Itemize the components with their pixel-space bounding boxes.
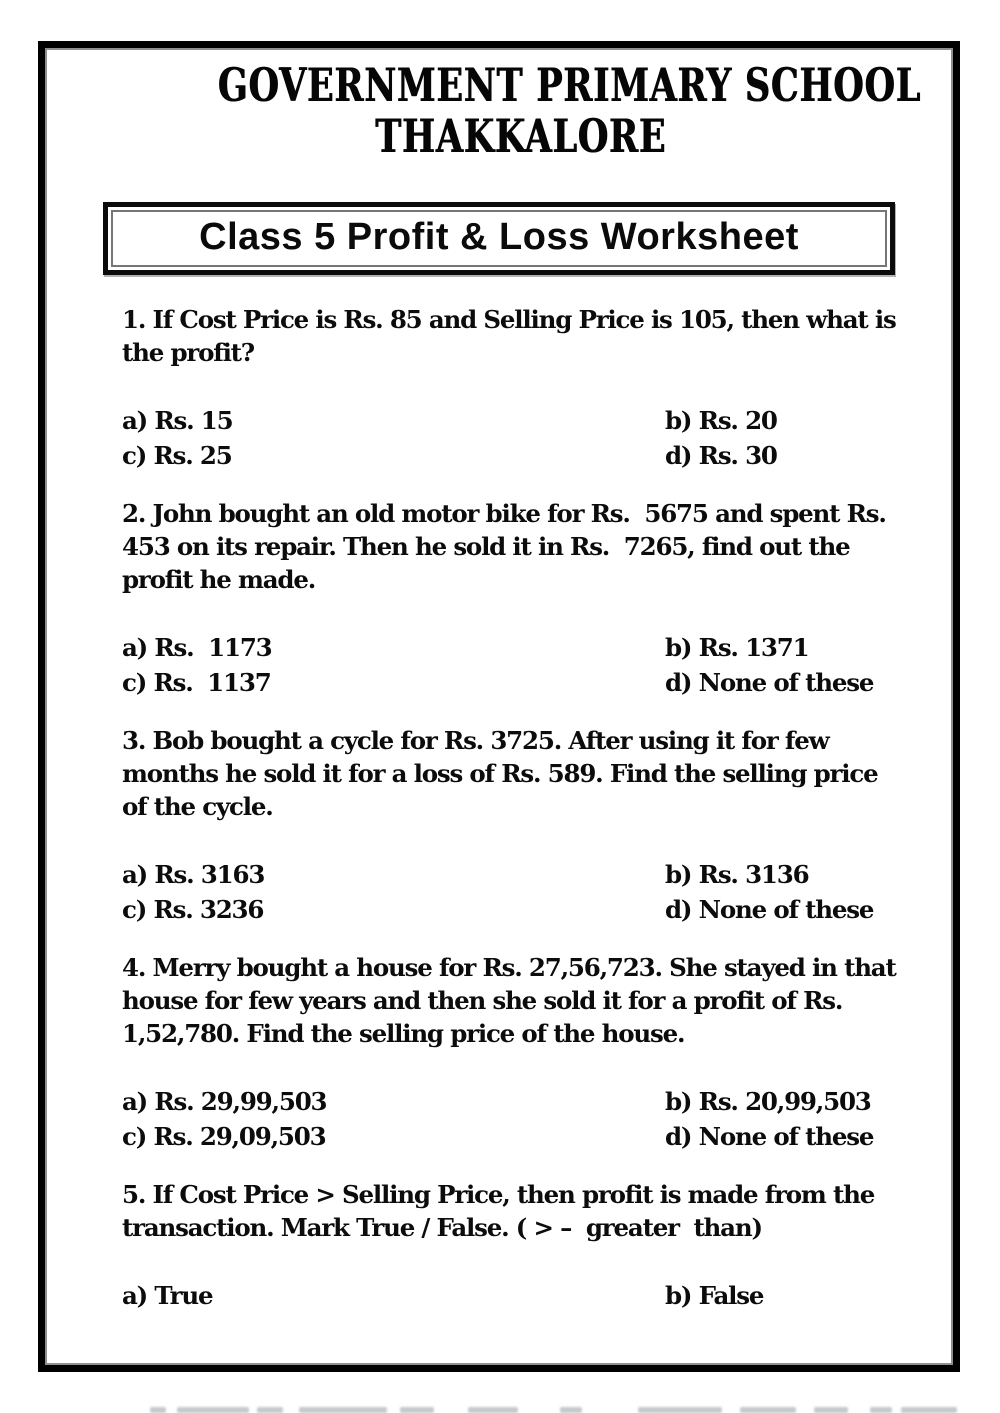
answer-option-a: a) Rs. 15 [122,406,233,435]
answer-option-c: c) Rs. 25 [122,441,232,470]
answer-option-c: c) Rs. 29,09,503 [122,1122,326,1151]
answer-option-d: d) Rs. 30 [665,441,777,470]
worksheet-title-inner-frame [111,210,887,267]
question-4-text [122,951,919,1050]
question-2-text [122,497,919,596]
cutoff-text-fragment [814,1407,848,1413]
answer-option-b: b) Rs. 20 [665,406,777,435]
question-5-options [122,1278,919,1313]
question-text-line: the profit? [122,338,254,367]
question-4 [122,951,919,1154]
question-text-line: 453 on its repair. Then he sold it in Rs. 7265, find out the [122,532,850,561]
cutoff-text-fragment [740,1407,796,1413]
cutoff-text-fragment [177,1407,249,1413]
question-text-line: of the cycle. [122,792,273,821]
question-1-text [122,303,919,369]
answer-option-a: a) True [122,1281,213,1310]
question-3 [122,724,919,927]
cutoff-text-fragment [150,1407,166,1413]
question-3-options [122,857,919,927]
question-1 [122,303,919,473]
question-text-line: profit he made. [122,565,316,594]
worksheet-page [38,41,960,1372]
answer-option-a: a) Rs. 29,99,503 [122,1087,327,1116]
question-text-line: 2. John bought an old motor bike for Rs. 5675 and spent Rs. [122,499,886,528]
question-text-line: 1,52,780. Find the selling price of the house. [122,1019,685,1048]
answer-option-d: d) None of these [665,1122,874,1151]
question-text-line: 4. Merry bought a house for Rs. 27,56,723. She stayed in that [122,953,896,982]
school-header [122,58,919,162]
question-list [122,303,919,1313]
question-text-line: 5. If Cost Price > Selling Price, then profit is made from the [122,1180,875,1209]
question-5-text [122,1178,919,1244]
question-2-options [122,630,919,700]
cutoff-text-fragment [468,1407,518,1413]
answer-option-b: b) Rs. 20,99,503 [665,1087,871,1116]
answer-option-a: a) Rs. 1173 [122,633,272,662]
question-text-line: transaction. Mark True / False. ( > – greater than) [122,1213,762,1242]
answer-option-c: c) Rs. 1137 [122,668,271,697]
question-text-line: 3. Bob bought a cycle for Rs. 3725. After using it for few [122,726,829,755]
question-text-line: 1. If Cost Price is Rs. 85 and Selling Price is 105, then what is [122,305,896,334]
answer-option-b: b) False [665,1281,764,1310]
question-text-line: months he sold it for a loss of Rs. 589. Find the selling price [122,759,878,788]
question-4-options [122,1084,919,1154]
cutoff-text-fragment [638,1407,722,1413]
answer-option-d: d) None of these [665,668,874,697]
answer-option-d: d) None of these [665,895,874,924]
question-5 [122,1178,919,1313]
answer-option-a: a) Rs. 3163 [122,860,265,889]
cutoff-text-fragment [400,1407,434,1413]
answer-option-c: c) Rs. 3236 [122,895,264,924]
answer-option-b: b) Rs. 1371 [665,633,809,662]
worksheet-title: Class 5 Profit & Loss Worksheet [199,216,799,258]
question-text-line: house for few years and then she sold it for a profit of Rs. [122,986,843,1015]
next-page-text-fragments [0,1404,1000,1413]
cutoff-text-fragment [870,1407,892,1413]
cutoff-text-fragment [257,1407,283,1413]
question-3-text [122,724,919,823]
cutoff-text-fragment [299,1407,387,1413]
worksheet-title-box [103,202,895,275]
cutoff-text-fragment [901,1407,957,1413]
question-2 [122,497,919,700]
answer-option-b: b) Rs. 3136 [665,860,809,889]
question-1-options [122,403,919,473]
cutoff-text-fragment [560,1407,582,1413]
school-name-line2: THAKKALORE [375,109,666,163]
school-name-line1: GOVERNMENT PRIMARY SCHOOL [217,58,921,112]
